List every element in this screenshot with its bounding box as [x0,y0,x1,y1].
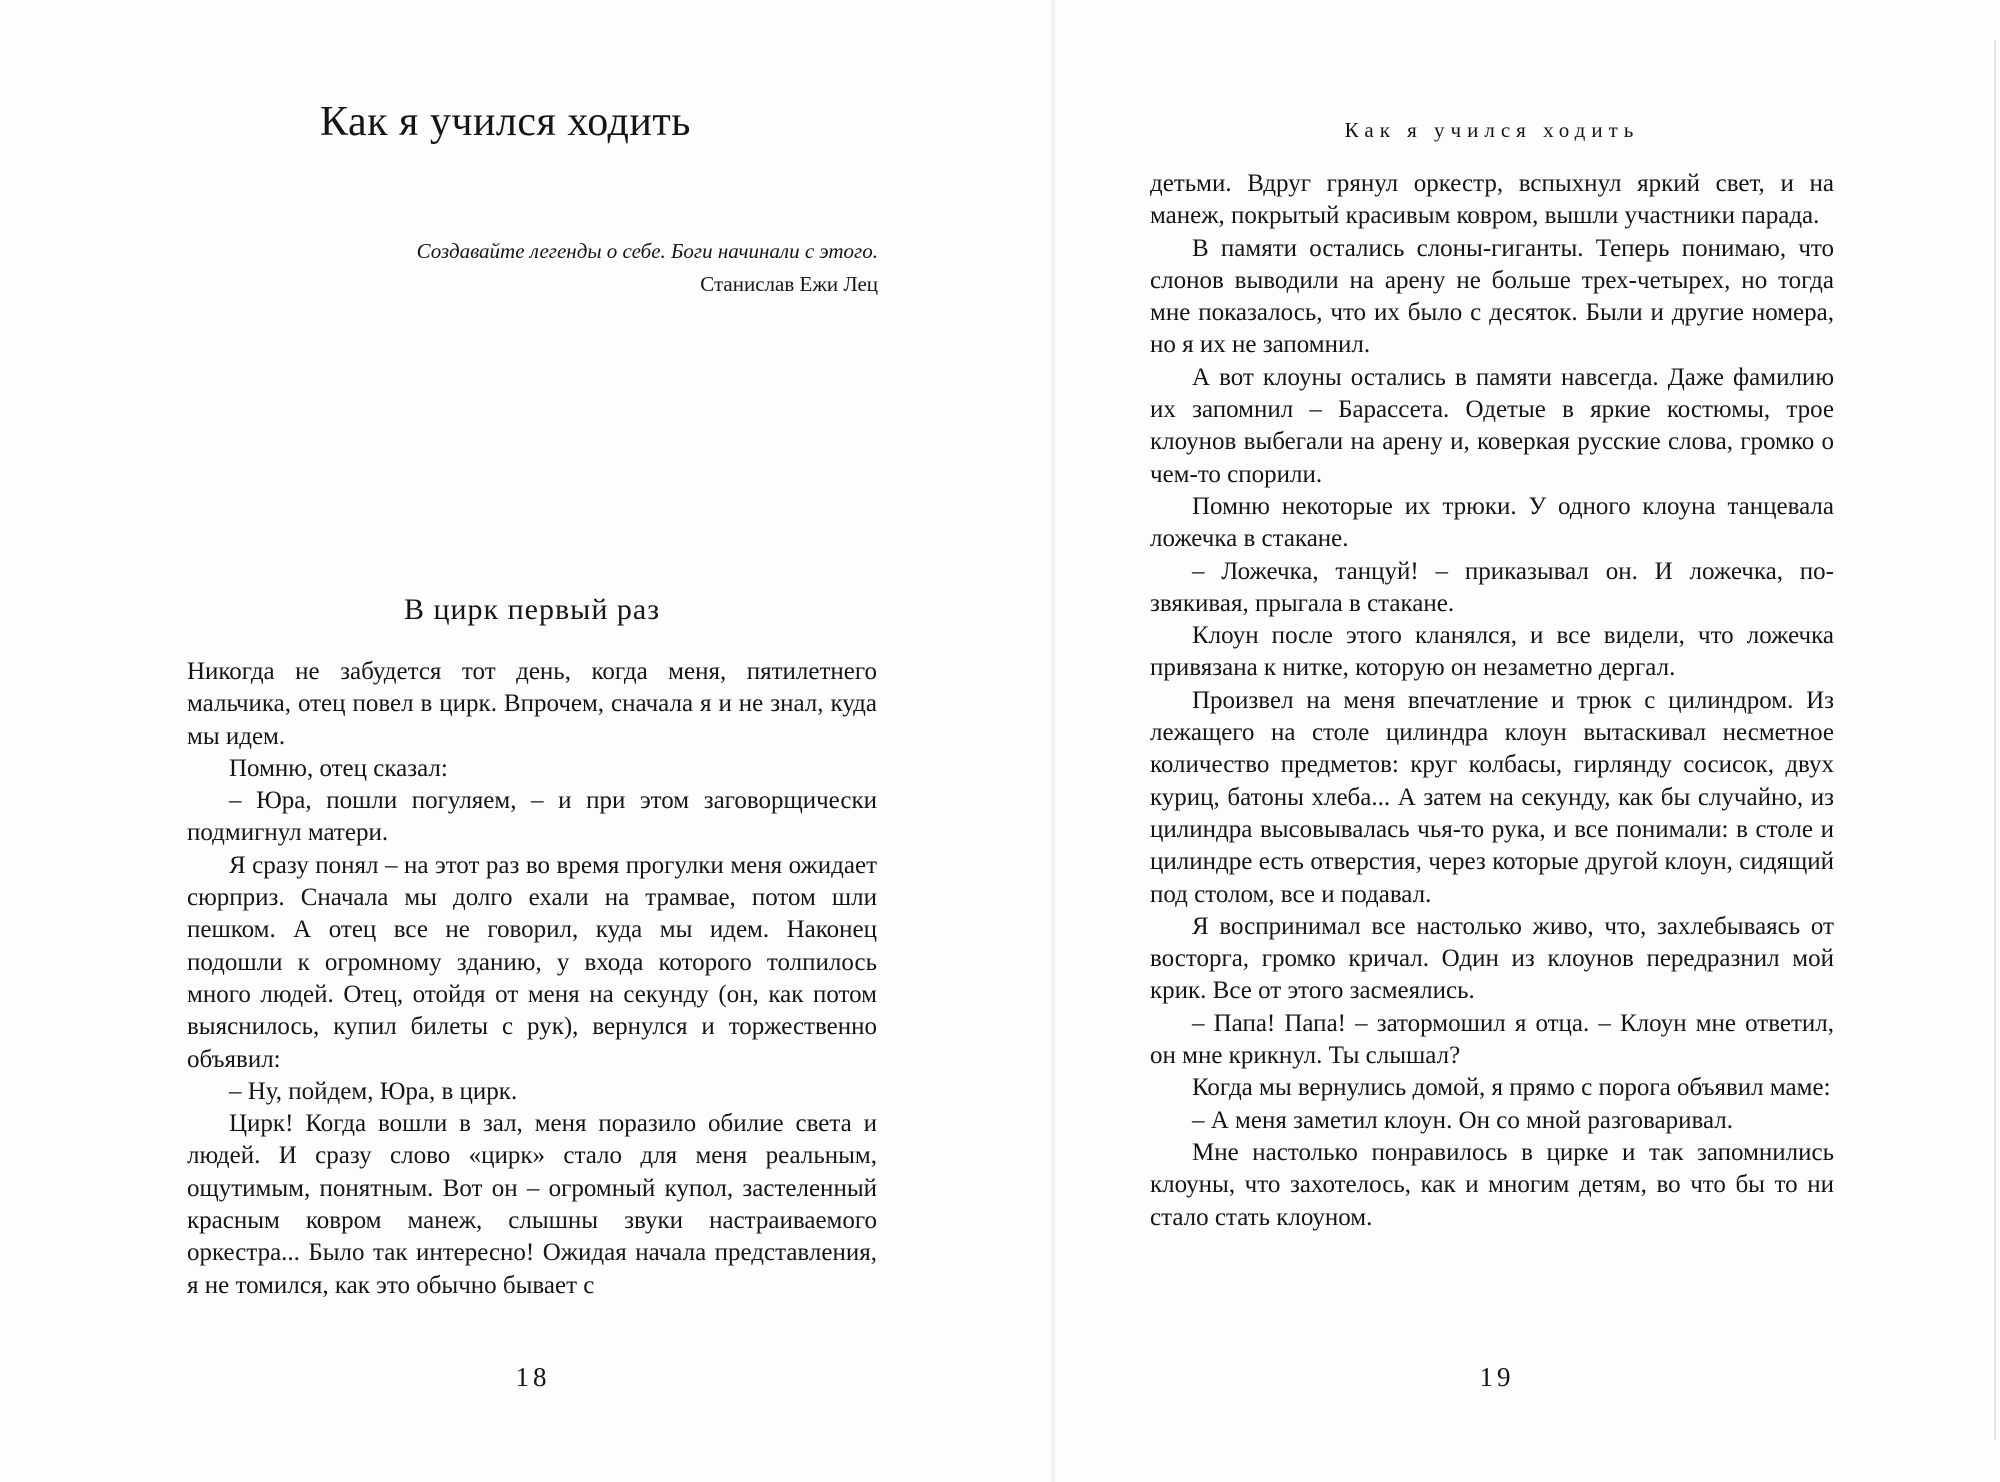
paragraph: – Папа! Папа! – затормошил я отца. – Клоун мне ответил, он мне крикнул. Ты слышал? [1150,1009,1834,1070]
epigraph-author: Станислав Ежи Лец [700,272,878,296]
paragraph: В памяти остались слоны-гиганты. Теперь понимаю, что слонов выводили на арену не больше трех-четырех, но тогда мне показалось, что их было с десяток. Были и другие номера, но я их не запомнил. [1150,234,1834,359]
paragraph: детьми. Вдруг грянул оркестр, вспыхнул яркий свет, и на манеж, покрытый красивым ковром, вышли участники парада. [1150,170,1834,230]
paragraph: Никогда не забудется тот день, когда меня, пятилетнего мальчика, отец повел в цирк. Впрочем, сначала я и не знал, куда мы идем. [187,658,877,750]
paragraph: Цирк! Когда вошли в зал, меня поразило обилие света и людей. И сразу слово «цирк» стало для меня реальным, ощутимым, понятным. Вот он – огромный купол, застеленный красным ковром манеж, слышны звуки настраиваемого оркестра... Было так интересно! Ожидая начала представления, я не томился, как это обычно бывает с [187,1110,877,1299]
paragraph: Мне настолько понравилось в цирке и так запомнились клоуны, что захотелось, как и многим детям, во что бы то ни стало стать клоуном. [1150,1138,1834,1231]
paragraph: – Юра, пошли погуляем, – и при этом заговорщически подмигнул матери. [187,787,877,847]
paragraph: Я воспринимал все настолько живо, что, захлебываясь от восторга, громко кричал. Один из клоунов передразнил мой крик. Все от этого засмеялись. [1150,912,1834,1005]
page-edge-shadow [1994,40,1996,1440]
paragraph: Клоун после этого кланялся, и все видели, что ложечка привязана к нитке, которую он незаметно дергал. [1150,622,1834,682]
chapter-title: Как я учился ходить [320,99,691,145]
left-body-text [187,656,877,1302]
page-number-left: 18 [515,1362,551,1392]
paragraph: А вот клоуны остались в памяти навсегда. Даже фамилию их запомнил – Барассета. Одетые в яркие костюмы, трое клоунов выбегали на арену и, коверкая русские слова, громко о чем-то спорили. [1150,363,1834,488]
running-head: Как я учился ходить [1344,118,1640,142]
paragraph: Помню некоторые их трюки. У одного клоуна танцевала ложечка в стакане. [1150,492,1834,553]
right-body-text [1150,168,1834,1234]
paragraph: Когда мы вернулись домой, я прямо с порога объявил маме: [1192,1074,1831,1102]
paragraph: Помню, отец сказал: [229,754,448,782]
epigraph [400,235,878,301]
paragraph: Я сразу понял – на этот раз во время прогулки меня ожидает сюрприз. Сначала мы долго ехали на трамвае, потом шли пешком. А отец все не говорил, куда мы идем. Наконец подошли к огромному зданию, у входа которого толпилось много людей. Отец, отойдя от меня на секунду (он, как потом выяснилось, купил билеты с рук), вернулся и торжественно объявил: [187,851,877,1073]
paragraph: – А меня заметил клоун. Он со мной разговаривал. [1192,1106,1733,1134]
section-title: В цирк первый раз [403,593,661,626]
paragraph: Произвел на меня впечатление и трюк с цилиндром. Из лежащего на столе цилиндра клоун вытаскивал несметное количество предметов: круг колбасы, гирлянду сосисок, двух куриц, батоны хлеба... А затем на секунду, как бы случайно, из цилиндра высовывалась чья-то рука, и все понимали: в столе и цилиндре есть отверстия, через которые другой клоун, сидящий под столом, все и подавал. [1150,686,1834,908]
epigraph-quote: Создавайте легенды о себе. Боги начинали с этого. [416,239,878,263]
paragraph: – Ну, пойдем, Юра, в цирк. [229,1077,518,1105]
paragraph: – Ложечка, танцуй! – приказывал он. И ложечка, позвякивая, прыгала в стакане. [1150,557,1834,617]
page-number-right: 19 [1479,1362,1515,1392]
